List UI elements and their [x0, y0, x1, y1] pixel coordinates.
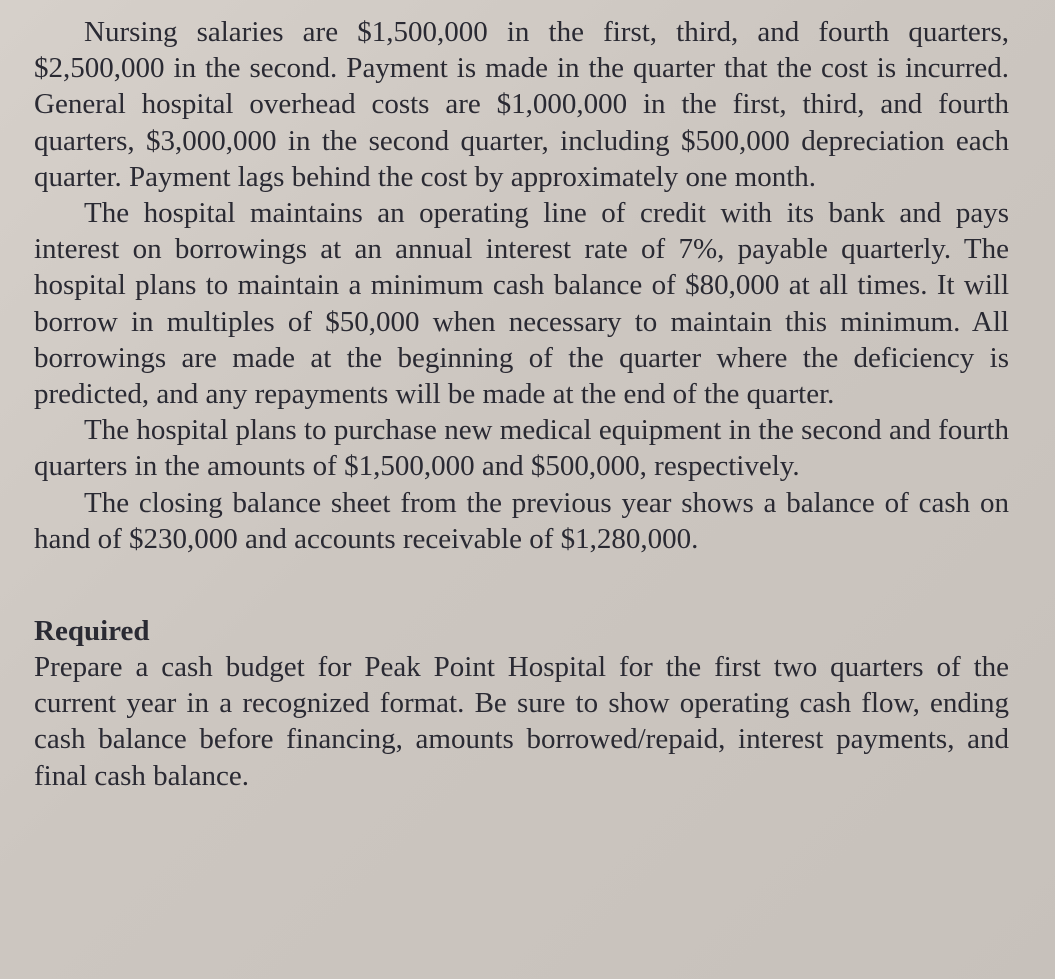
- required-heading: Required: [34, 615, 150, 648]
- section-spacer: [34, 557, 1009, 613]
- document-text: [34, 14, 1009, 794]
- paragraph-line-of-credit: The hospital maintains an operating line of credit with its bank and pays interest on borrowings at an annual interest rate of 7%, payable quarterly. The hospital plans to maintain a minimum cash balance of $80,000 at all times. It will borrow in multiples of $50,000 when necessary to maintain this minimum. All borrowings are made at the beginning of the quarter where the deficiency is predicted, and any repayments will be made at the end of the quarter.: [34, 197, 1009, 411]
- required-text: Prepare a cash budget for Peak Point Hospital for the first two quarters of the current year in a recognized format. Be sure to show operating cash flow, ending cash balance before financing, amounts borrowed/repaid, interest payments, and final cash balance.: [34, 651, 1009, 792]
- paragraph-nursing-salaries: Nursing salaries are $1,500,000 in the first, third, and fourth quarters, $2,500,000 in the second. Payment is made in the quarter that the cost is incurred. General hospital overhead costs are $1,000,000 in the first, third, and fourth quarters, $3,000,000 in the second quarter, including $500,000 depreciation each quarter. Payment lags behind the cost by approximately one month.: [34, 16, 1009, 193]
- paragraph-closing-balance: The closing balance sheet from the previous year shows a balance of cash on hand of $230,000 and accounts receivable of $1,280,000.: [34, 486, 1009, 555]
- paragraph-equipment-purchase: The hospital plans to purchase new medical equipment in the second and fourth quarters in the amounts of $1,500,000 and $500,000, respectively.: [34, 414, 1009, 483]
